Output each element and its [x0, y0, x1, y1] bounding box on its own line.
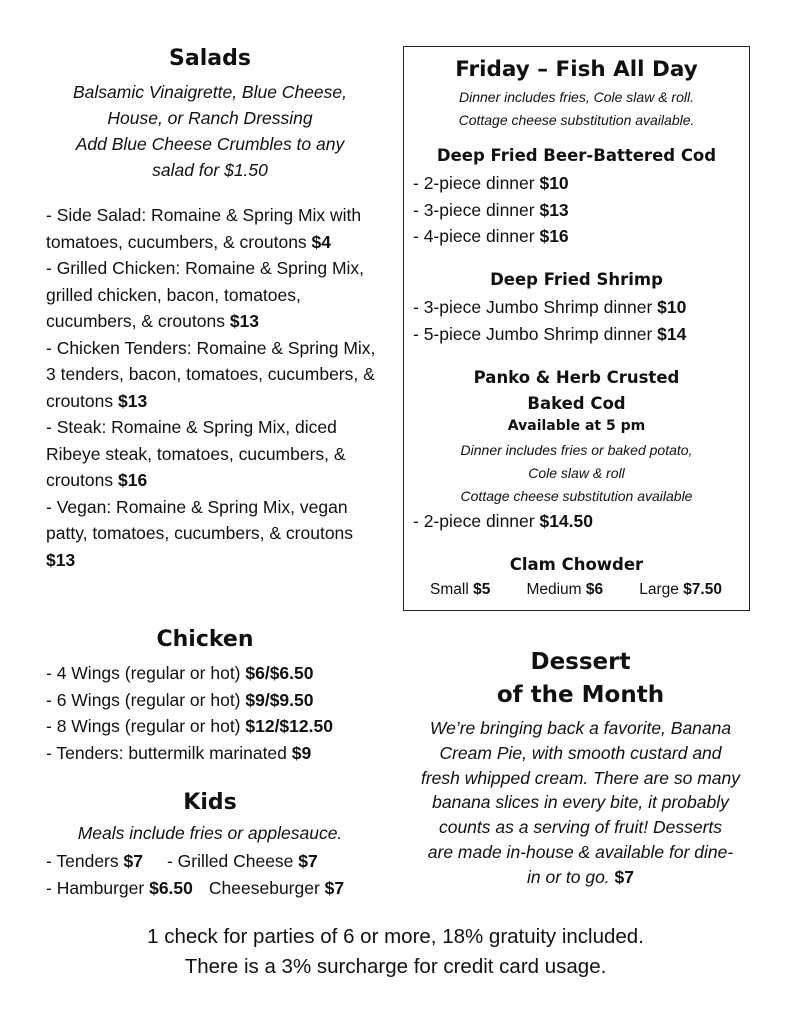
list-item: - Grilled Chicken: Romaine & Spring Mix, grilled chicken, bacon, tomatoes, cucumbers, & croutons $13 — [46, 258, 365, 331]
list-item: - 3-piece Jumbo Shrimp dinner $10 — [413, 297, 687, 317]
kids-title: Kids — [183, 790, 237, 815]
chowder-size-large: Large $7.50 — [639, 581, 722, 598]
list-item: - 2-piece dinner $14.50 — [413, 511, 593, 531]
panko-note: Dinner includes fries or baked potato, Cole slaw & roll Cottage cheese substitution available — [460, 442, 693, 504]
chicken-title: Chicken — [156, 627, 254, 652]
list-item: - 4-piece dinner $16 — [413, 226, 569, 246]
list-item: - Chicken Tenders: Romaine & Spring Mix, 3 tenders, bacon, tomatoes, cucumbers, & croutons $13 — [46, 337, 376, 411]
salads-list — [46, 202, 376, 573]
gratuity-note: 1 check for parties of 6 or more, 18% gratuity included. — [147, 925, 644, 948]
list-item: - Tenders: buttermilk marinated $9 — [46, 742, 312, 763]
cod-list — [413, 170, 743, 250]
cod-title: Deep Fried Beer-Battered Cod — [436, 146, 717, 165]
list-item: - 3-piece dinner $13 — [413, 199, 569, 220]
list-item: - Vegan: Romaine & Spring Mix, vegan patty, tomatoes, cucumbers, & croutons $13 — [46, 496, 354, 570]
dessert-title-2: of the Month — [496, 682, 665, 708]
chowder-size-medium: Medium $6 — [526, 581, 604, 598]
panko-availability: Available at 5 pm — [507, 418, 646, 434]
dessert-description: We’re bringing back a favorite, Banana Cream Pie, with smooth custard and fresh whipped cream. There are so many banana slices in every bite, it probably counts as a serving of fruit! Desserts are made in-house & available for dine- in or to go. $7 — [420, 718, 741, 887]
chowder-sizes — [430, 581, 722, 599]
panko-title: Panko & Herb Crusted — [473, 368, 680, 387]
list-item: - 8 Wings (regular or hot) $12/$12.50 — [46, 716, 333, 736]
friday-title: Friday – Fish All Day — [455, 57, 698, 82]
kids-note: Meals include fries or applesauce. — [77, 823, 343, 843]
footer-notes — [0, 922, 791, 982]
chicken-list — [46, 660, 386, 766]
list-item: - Hamburger $6.50 Cheeseburger $7 — [46, 877, 345, 898]
panko-title-2: Baked Cod — [527, 394, 626, 413]
chowder-size-small: Small $5 — [430, 581, 491, 598]
list-item: - 4 Wings (regular or hot) $6/$6.50 — [46, 663, 314, 683]
salads-title: Salads — [169, 46, 251, 71]
list-item: - Tenders $7 - Grilled Cheese $7 — [46, 851, 318, 871]
panko-list — [413, 508, 743, 535]
list-item: - 6 Wings (regular or hot) $9/$9.50 — [46, 689, 314, 710]
salads-dressing-note: Balsamic Vinaigrette, Blue Cheese, House, or Ranch Dressing Add Blue Cheese Crumbles to any salad for $1.50 — [73, 82, 347, 180]
dessert-price: $7 — [614, 866, 635, 887]
list-item: - 5-piece Jumbo Shrimp dinner $14 — [413, 323, 687, 344]
list-item: - 2-piece dinner $10 — [413, 173, 569, 193]
dessert-title: Dessert — [530, 649, 631, 675]
chowder-title: Clam Chowder — [509, 555, 644, 574]
friday-note: Dinner includes fries, Cole slaw & roll. Cottage cheese substitution available. — [458, 89, 695, 128]
list-item: - Steak: Romaine & Spring Mix, diced Ribeye steak, tomatoes, cucumbers, & croutons $16 — [46, 417, 346, 490]
shrimp-list — [413, 294, 743, 347]
shrimp-title: Deep Fried Shrimp — [490, 270, 663, 289]
kids-list — [46, 848, 386, 901]
list-item: - Side Salad: Romaine & Spring Mix with tomatoes, cucumbers, & croutons $4 — [46, 205, 362, 252]
friday-fish-box — [403, 46, 750, 611]
surcharge-note: There is a 3% surcharge for credit card usage. — [184, 955, 607, 978]
